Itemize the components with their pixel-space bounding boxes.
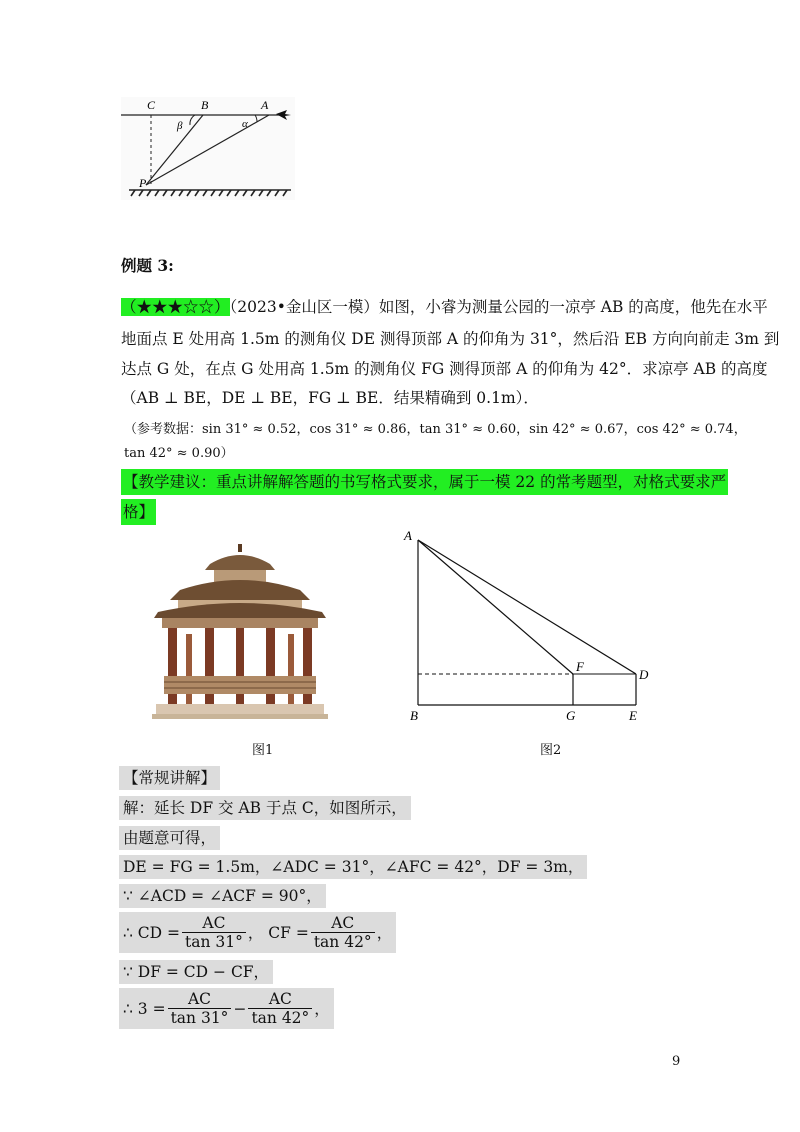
solution-step-5	[119, 912, 396, 953]
problem-line-4: （AB ⊥ BE，DE ⊥ BE，FG ⊥ BE．结果精确到 0.1m）．	[121, 389, 539, 407]
figure-1-caption: 图1	[252, 743, 274, 758]
pavilion-image	[150, 542, 330, 720]
problem-line-1	[121, 297, 768, 317]
solution-step-4: ∵ ∠ACD = ∠ACF = 90°，	[119, 884, 326, 908]
solution-heading: 【常规讲解】	[119, 766, 220, 790]
solution-step-1: 解：延长 DF 交 AB 于点 C，如图所示，	[119, 796, 411, 820]
page-number: 9	[672, 1054, 681, 1069]
fraction-2-denominator: tan 42°	[251, 1009, 310, 1027]
teaching-advice-2: 格】	[121, 499, 156, 525]
teaching-advice-1: 【教学建议：重点讲解解答题的书写格式要求，属于一模 22 的常考题型，对格式要求严	[121, 469, 728, 495]
label-alpha: α	[242, 118, 248, 130]
fraction-1-denominator: tan 31°	[170, 1009, 229, 1027]
step5-suffix: ，	[376, 923, 393, 942]
geometry-figure-2	[398, 524, 658, 726]
step7-prefix: ∴ 3 =	[123, 999, 166, 1018]
fig2-label-G: G	[566, 708, 576, 723]
difficulty-stars: （★★★☆☆）	[121, 298, 230, 316]
solution-step-2: 由题意可得，	[119, 826, 220, 850]
solution-step-7	[119, 988, 334, 1029]
fig2-label-F: F	[576, 659, 584, 674]
step5-middle: ， CF =	[247, 923, 309, 942]
fig2-label-B: B	[410, 708, 418, 723]
fraction-cd-denominator: tan 31°	[185, 933, 243, 951]
step7-suffix: ，	[314, 999, 330, 1018]
label-B: B	[201, 98, 209, 112]
fig2-label-D: D	[639, 667, 649, 682]
fraction-cf-numerator: AC	[311, 914, 375, 933]
label-C: C	[147, 98, 156, 112]
problem-line-3: 达点 G 处，在点 G 处用高 1.5m 的测角仪 FG 测得顶部 A 的仰角为 42°．求凉亭 AB 的高度	[121, 360, 768, 378]
fraction-cf	[311, 914, 375, 951]
reference-data-2: tan 42° ≈ 0.90）	[124, 446, 234, 461]
step5-prefix: ∴ CD =	[123, 923, 180, 942]
example-heading: 例题 3:	[121, 256, 174, 275]
fraction-cf-denominator: tan 42°	[313, 933, 372, 951]
problem-line-2: 地面点 E 处用高 1.5m 的测角仪 DE 测得顶部 A 的仰角为 31°，然后沿 EB 方向向前走 3m 到	[121, 330, 780, 348]
fraction-2	[248, 990, 312, 1027]
fraction-cd	[182, 914, 246, 951]
reference-data-1: （参考数据：sin 31° ≈ 0.52，cos 31° ≈ 0.86，tan 31° ≈ 0.60，sin 42° ≈ 0.67，cos 42° ≈ 0.74，	[124, 422, 747, 437]
top-figure	[121, 97, 295, 200]
label-beta: β	[177, 120, 183, 132]
solution-step-3: DE = FG = 1.5m，∠ADC = 31°，∠AFC = 42°，DF = 3m，	[119, 855, 587, 879]
label-A: A	[261, 98, 269, 112]
figure-2-caption: 图2	[540, 743, 562, 758]
fig2-label-A: A	[404, 528, 412, 543]
minus-sign: −	[233, 999, 247, 1018]
label-P: P	[139, 176, 147, 190]
fraction-2-numerator: AC	[248, 990, 312, 1009]
fraction-1-numerator: AC	[168, 990, 232, 1009]
problem-text-1: 如图，小睿为测量公园的一凉亭 AB 的高度，他先在水平	[378, 298, 768, 316]
fraction-cd-numerator: AC	[182, 914, 246, 933]
solution-step-6: ∵ DF = CD − CF，	[119, 960, 273, 984]
fraction-1	[168, 990, 232, 1027]
fig2-label-E: E	[629, 708, 637, 723]
problem-source: （2023•金山区一模）	[229, 298, 379, 316]
